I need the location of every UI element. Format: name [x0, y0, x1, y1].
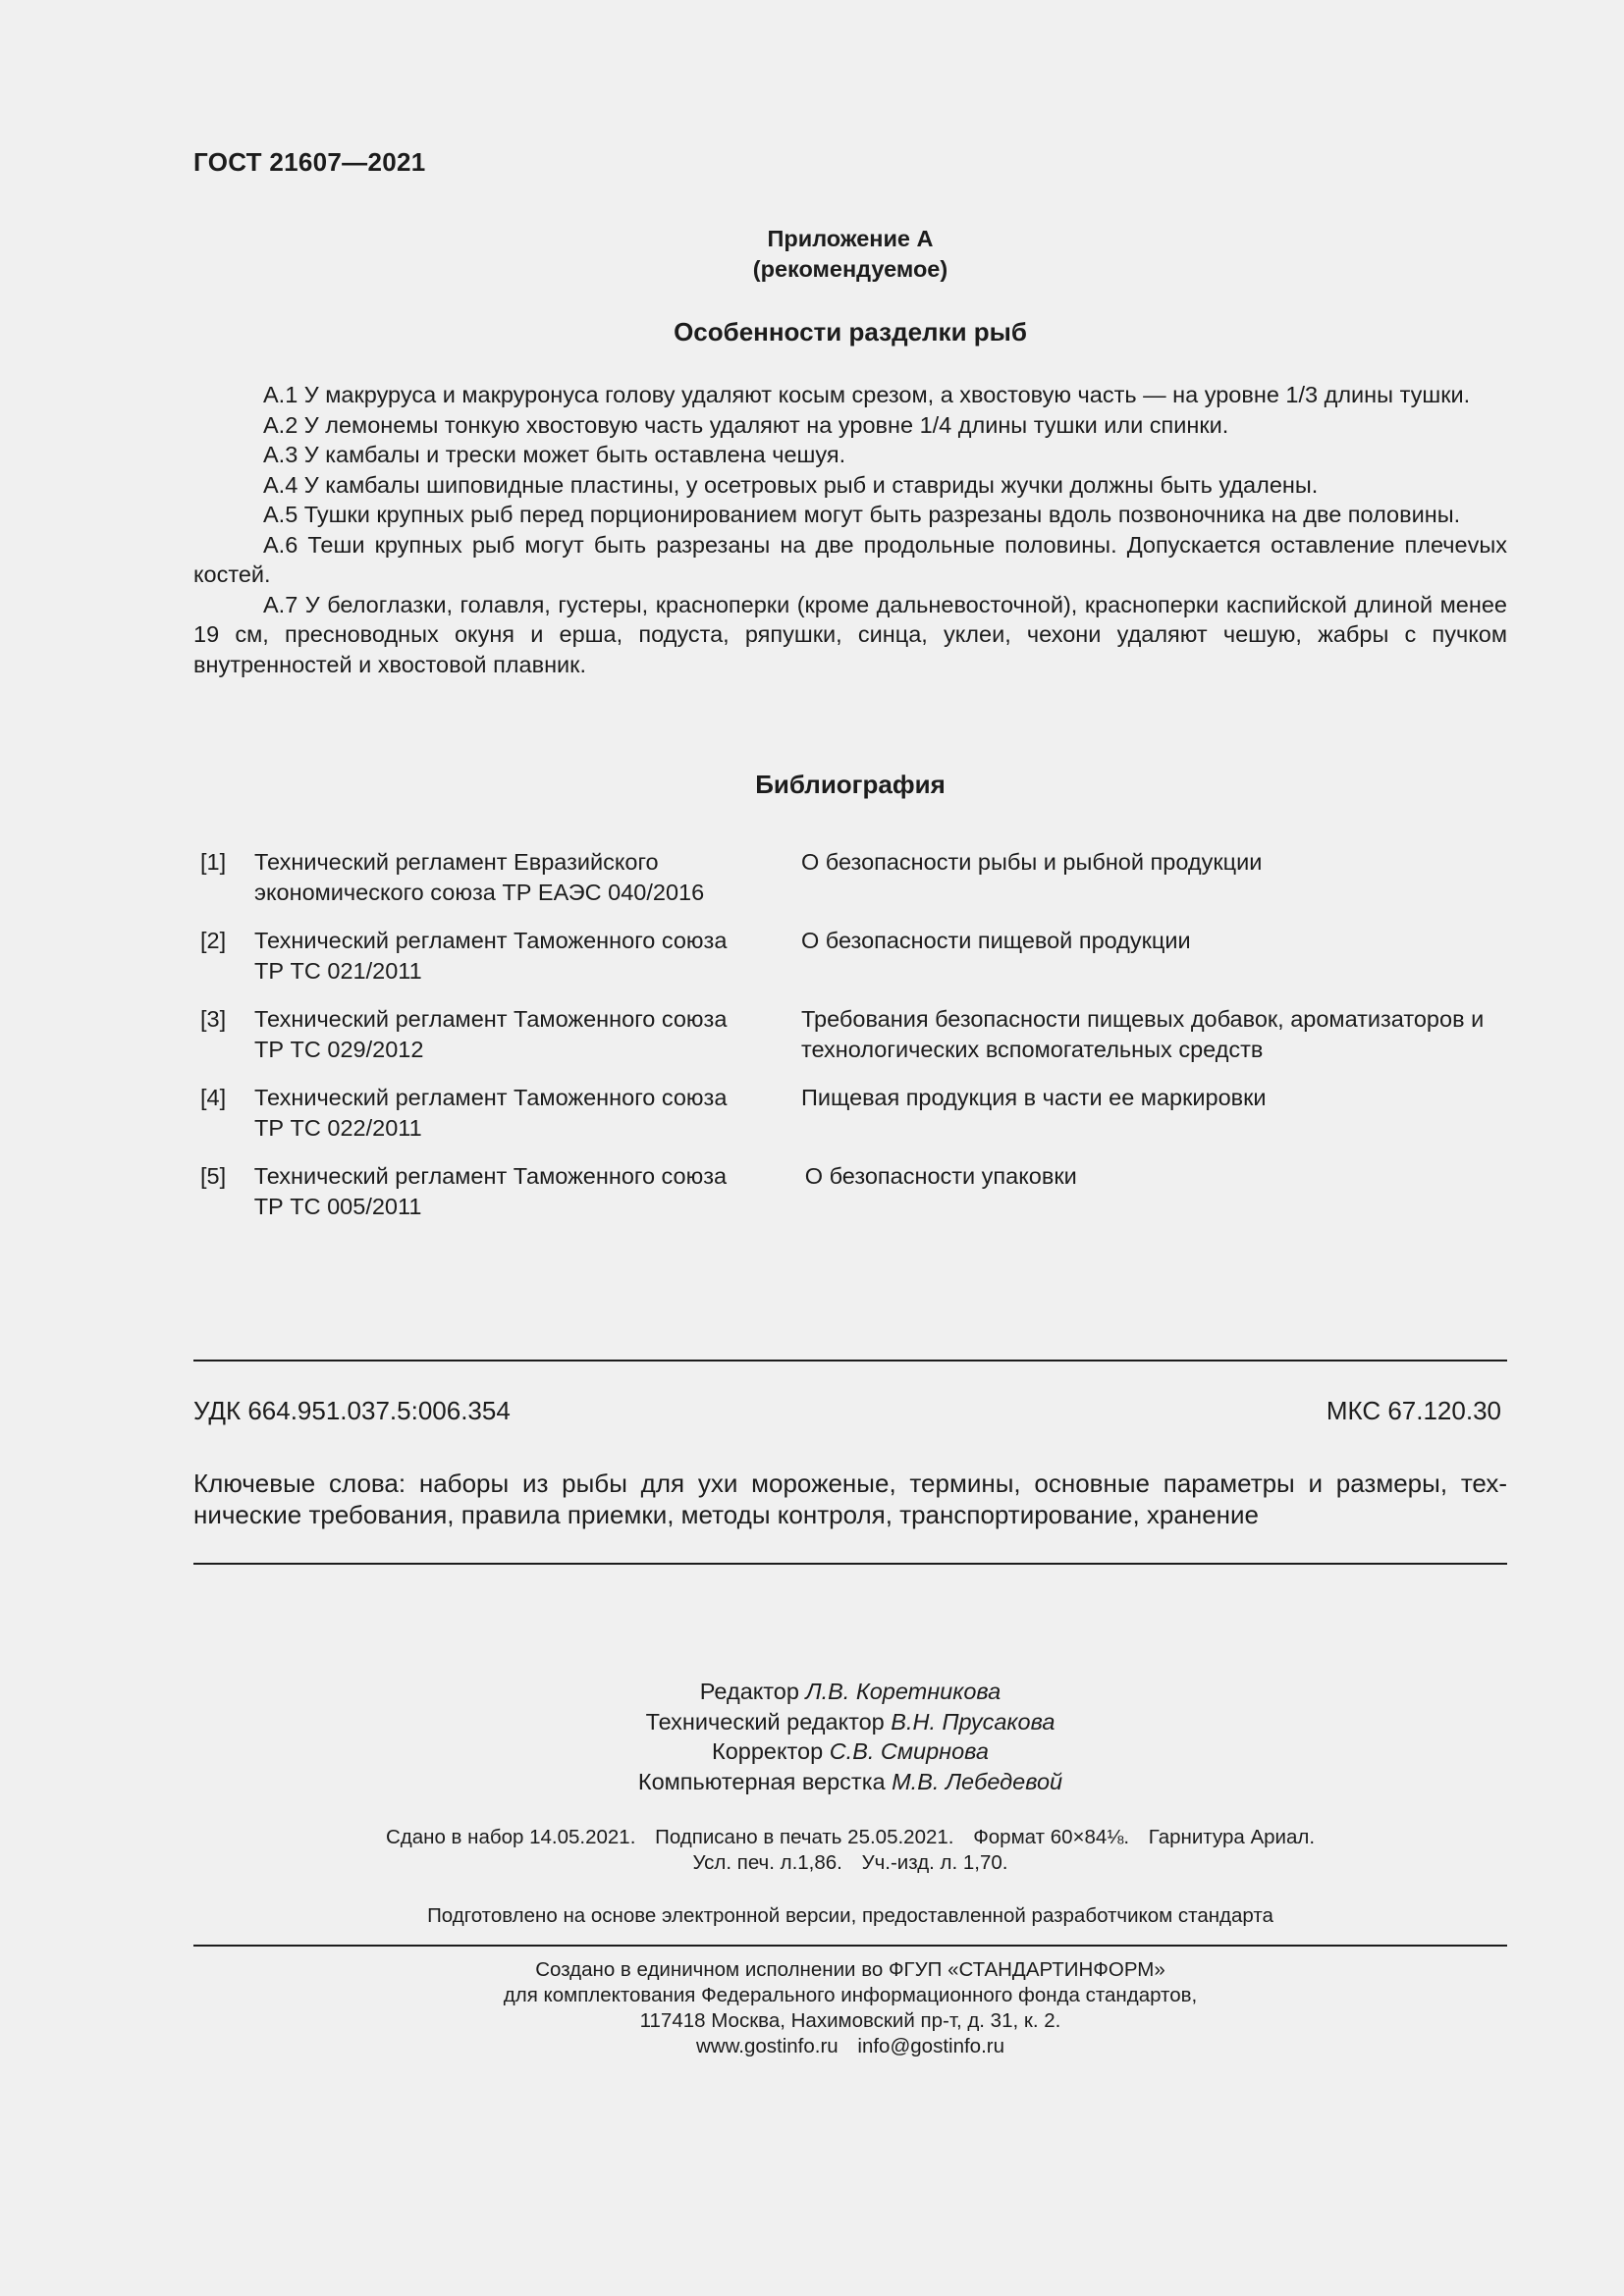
bibliography-source: [254, 926, 801, 1004]
paragraph-a7: А.7 У белоглазки, голавля, густеры, красноперки (кроме дальневосточной), красноперки каспийской длиной менее 19 см, пресноводных окуня и ерша, подуста, ряпушки, синца, уклеи, чехони удаляют чешую, жабры с пучком внутренностей и хвостовой плавник.: [193, 591, 1507, 677]
print-info: [193, 1825, 1507, 1876]
divider: [193, 1360, 1507, 1362]
paragraph-a2: А.2 У лемонемы тонкую хвостовую часть удаляют на уровне 1/4 длины тушки или спинки.: [263, 411, 1229, 438]
udk-code: УДК 664.951.037.5:006.354: [193, 1396, 511, 1425]
credit-line: [193, 1736, 1507, 1767]
paragraph-a1: А.1 У макруруса и макруронуса голову удаляют косым срезом, а хвостовую часть — на уровне 1/3 длины тушки.: [263, 382, 1471, 407]
bibliography-source-line: ТР ТС 029/2012: [254, 1036, 424, 1062]
credit-role: Компьютерная верстка: [637, 1768, 886, 1794]
credit-line: [193, 1677, 1507, 1707]
bibliography-subject: О безопасности пищевой продукции: [801, 928, 1191, 953]
publisher-line: 117418 Москва, Нахимовский пр-т, д. 31, к. 2.: [639, 2009, 1061, 2032]
credit-role: Редактор: [699, 1679, 799, 1704]
bibliography-source-line: Технический регламент Евразийского: [254, 849, 659, 875]
credit-name: С.В. Смирнова: [829, 1738, 989, 1764]
bibliography-source-line: ТР ТС 022/2011: [254, 1114, 422, 1141]
bibliography-number: [2]: [200, 928, 227, 953]
print-info-line: [193, 1850, 1507, 1876]
bibliography-title: Библиография: [755, 770, 946, 799]
bibliography-subject: Требования безопасности пищевых добавок, ароматизаторов и технологических вспомогательных средств: [801, 1006, 1485, 1062]
paragraph-a5: А.5 Тушки крупных рыб перед порционированием могут быть разрезаны вдоль позвоночника на две половины.: [263, 502, 1461, 527]
bibliography-source-line: Технический регламент Таможенного союза: [253, 1163, 728, 1189]
signed-date: Подписано в печать 25.05.2021.: [655, 1826, 954, 1848]
paragraph-a6: А.6 Теши крупных рыб могут быть разрезаны на две продольные половины. Допускается оставление плечеvых костей.: [193, 531, 1507, 587]
bibliography-source-line: ТР ТС 021/2011: [254, 957, 422, 984]
bibliography-source-line: Технический регламент Таможенного союза: [254, 1006, 728, 1032]
bibliography-number: [4]: [200, 1085, 227, 1110]
divider: [193, 1945, 1507, 1947]
credit-role: Технический редактор: [645, 1708, 885, 1735]
bibliography-source: [254, 1161, 798, 1240]
divider: [193, 1563, 1507, 1565]
paragraph-a3: А.3 У камбалы и трески может быть оставлена чешуя.: [263, 442, 846, 467]
publisher-contacts: [193, 2034, 1507, 2059]
credit-name: В.Н. Прусакова: [891, 1708, 1056, 1735]
credit-role: Корректор: [712, 1738, 824, 1764]
bibliography-item: [193, 847, 1507, 926]
bibliography-source-line: экономического союза ТР ЕАЭС 040/2016: [254, 879, 705, 905]
publishing-sheets: Уч.-изд. л. 1,70.: [861, 1851, 1008, 1874]
document-code: ГОСТ 21607—2021: [193, 147, 426, 177]
bibliography-item: [193, 1161, 1507, 1240]
features-title: Особенности разделки рыб: [674, 317, 1027, 347]
mks-code: МКС 67.120.30: [1326, 1396, 1501, 1425]
bibliography-source: [254, 1083, 801, 1161]
bibliography-list: [193, 847, 1507, 1240]
bibliography-number: [1]: [200, 849, 227, 875]
appendix-subtitle: (рекомендуемое): [752, 256, 948, 282]
paper-format: Формат 60×84⅛.: [973, 1826, 1130, 1848]
bibliography-source: [254, 847, 801, 926]
bibliography-number: [5]: [200, 1163, 227, 1189]
print-info-line: [193, 1825, 1507, 1850]
bibliography-source-line: Технический регламент Таможенного союза: [254, 1085, 728, 1110]
publisher-info: [193, 1957, 1507, 2059]
submitted-date: Сдано в набор 14.05.2021.: [385, 1826, 636, 1848]
paragraph-a4: А.4 У камбалы шиповидные пластины, у осетровых рыб и ставриды жучки должны быть удалены.: [263, 471, 1319, 498]
publisher-line: Создано в единичном исполнении во ФГУП «СТАНДАРТИНФОРМ»: [535, 1958, 1165, 1981]
email-link[interactable]: info@gostinfo.ru: [857, 2035, 1004, 2057]
credits-block: [193, 1677, 1507, 1796]
prepared-note: Подготовлено на основе электронной версии, предоставленной разработчиком стандарта: [427, 1904, 1273, 1927]
bibliography-number: [3]: [200, 1006, 227, 1032]
credit-line: [193, 1707, 1507, 1737]
publisher-line: для комплектования Федерального информационного фонда стандартов,: [503, 1984, 1198, 2006]
keywords: Ключевые слова: наборы из рыбы для ухи мороженые, термины, основные параметры и размеры, технические требования, правила приемки, методы контроля, транспортирование, хранение: [193, 1468, 1507, 1529]
bibliography-item: [193, 926, 1507, 1004]
bibliography-subject: О безопасности упаковки: [804, 1163, 1077, 1189]
appendix-heading: [193, 224, 1507, 285]
bibliography-subject: Пищевая продукция в части ее маркировки: [801, 1085, 1267, 1110]
bibliography-item: [193, 1004, 1507, 1083]
credit-name: М.В. Лебедевой: [892, 1768, 1063, 1794]
bibliography-subject: О безопасности рыбы и рыбной продукции: [801, 849, 1263, 875]
bibliography-source-line: Технический регламент Таможенного союза: [254, 928, 728, 953]
credit-name: Л.В. Коретникова: [805, 1679, 1001, 1704]
features-paragraphs: [193, 380, 1507, 679]
website-link[interactable]: www.gostinfo.ru: [696, 2035, 839, 2057]
bibliography-source-line: ТР ТС 005/2011: [253, 1193, 422, 1219]
bibliography-item: [193, 1083, 1507, 1161]
credit-line: [193, 1767, 1507, 1797]
appendix-title: Приложение А: [767, 226, 934, 251]
typeface: Гарнитура Ариал.: [1148, 1826, 1316, 1848]
bibliography-source: [254, 1004, 801, 1083]
conventional-sheets: Усл. печ. л.1,86.: [692, 1851, 842, 1874]
